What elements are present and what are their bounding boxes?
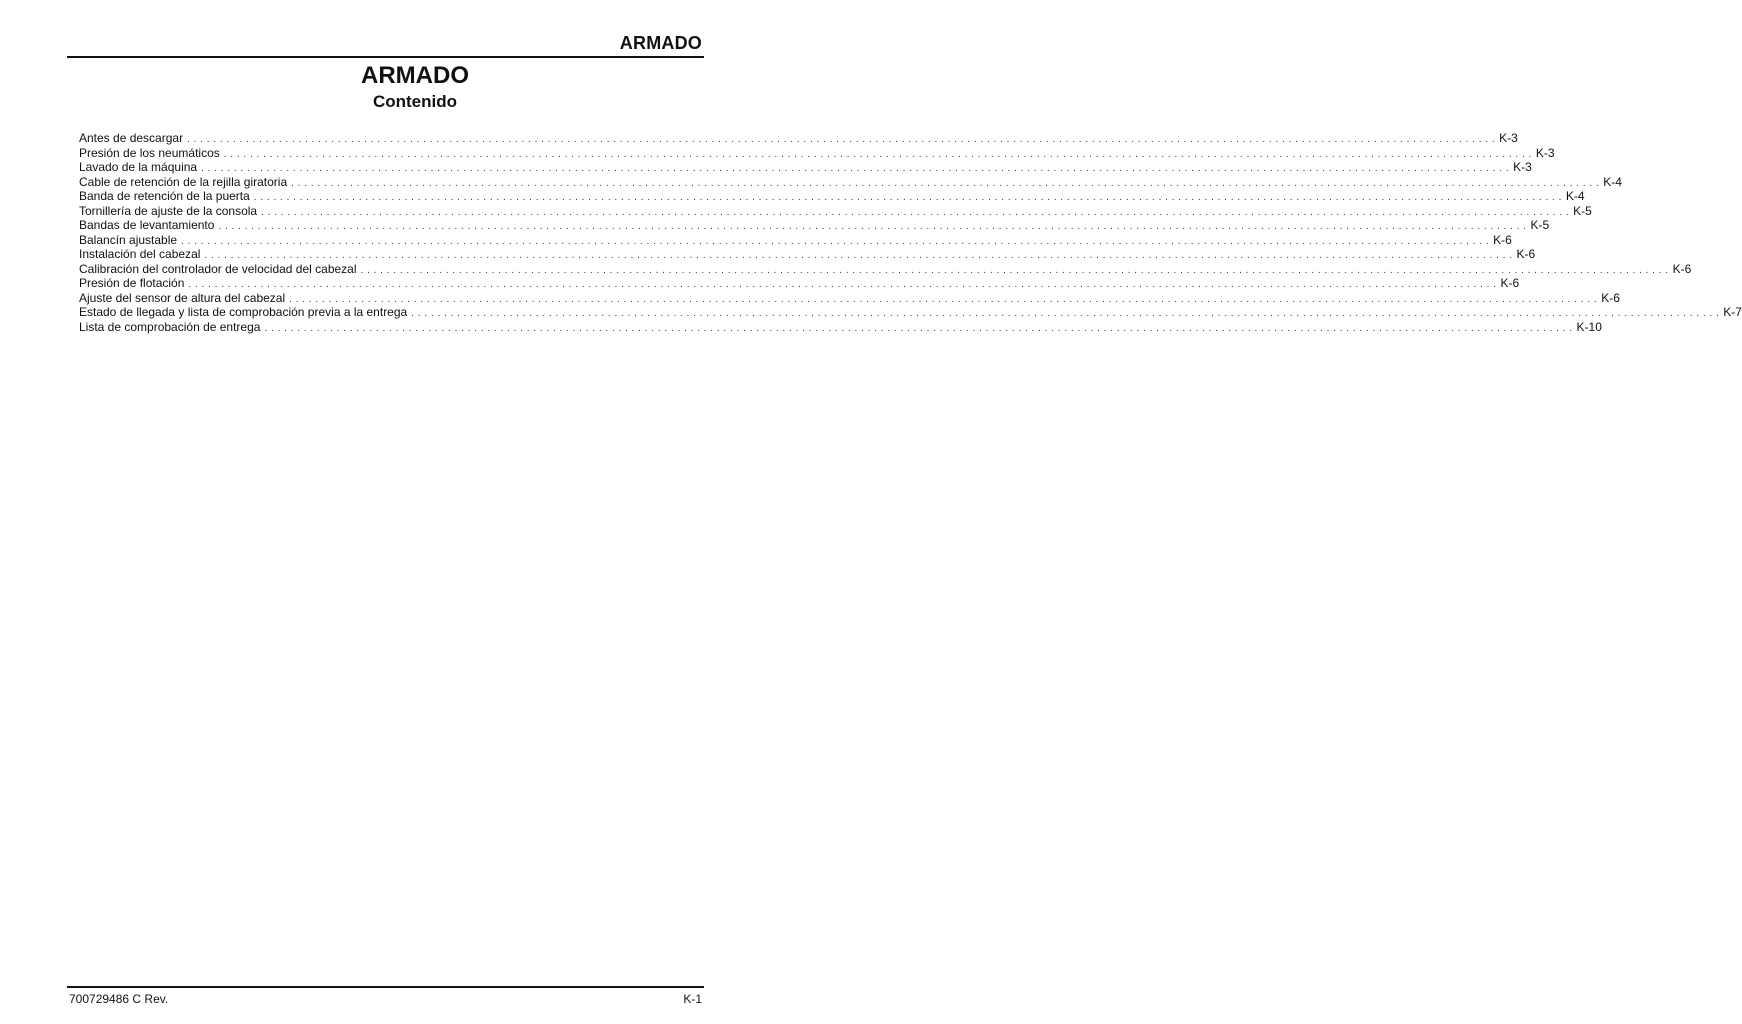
toc-entry [79,145,1555,161]
toc-entry-page: K-3 [1513,160,1532,174]
toc-entry-label: Instalación del cabezal [79,247,201,261]
toc-dot-leader: . . . . . . . . . . . . . . . . . . . . . . . . . . . . . . . . . . . . . . . . . . . . . . . . . . . . . . . . . . . . . . . . . . . . . . . . . . . . . . . . . . . . . . . . . . . . . . . . . . . . . . . . . . . . . . . . . . . . . . . . . . . . . . . . . . . . . . . . . . . . . . . . . . . . . . . . . . . . . . . . . . . . . . . . . . . . . . . . . . . . . . . . . . . . . . . . . . . . . . . . [261,206,1570,218]
toc-entry-label: Ajuste del sensor de altura del cabezal [79,290,286,305]
footer-rule [67,986,704,988]
toc-entry-page: K-5 [1573,203,1592,218]
toc-entry-label: Bandas de levantamiento [79,218,215,232]
toc-dot-leader: . . . . . . . . . . . . . . . . . . . . . . . . . . . . . . . . . . . . . . . . . . . . . . . . . . . . . . . . . . . . . . . . . . . . . . . . . . . . . . . . . . . . . . . . . . . . . . . . . . . . . . . . . . . . . . . . . . . . . . . . . . . . . . . . . . . . . . . . . . . . . . . . . . . . . . . . . . . . . . . . . . . . . . . . . . . . . . . . . . . . . . . . . . . . . . . . . . . . . . . . [360,264,1669,276]
toc-entry [79,218,1550,233]
toc-entry-page: K-6 [1601,290,1620,305]
toc-dot-leader: . . . . . . . . . . . . . . . . . . . . . . . . . . . . . . . . . . . . . . . . . . . . . . . . . . . . . . . . . . . . . . . . . . . . . . . . . . . . . . . . . . . . . . . . . . . . . . . . . . . . . . . . . . . . . . . . . . . . . . . . . . . . . . . . . . . . . . . . . . . . . . . . . . . . . . . . . . . . . . . . . . . . . . . . . . . . . . . . . . . . . . . . . . . . . . . . . . . . . . . . [264,322,1573,334]
toc-entry-label: Balancín ajustable [79,232,178,247]
toc-entry-page: K-3 [1499,131,1518,145]
toc-entry [79,305,1742,320]
toc-entry-label: Estado de llegada y lista de comprobación previa a la entrega [79,305,408,319]
toc-entry-page: K-4 [1565,189,1585,203]
header-section-title: ARMADO [619,33,702,53]
toc-dot-leader: . . . . . . . . . . . . . . . . . . . . . . . . . . . . . . . . . . . . . . . . . . . . . . . . . . . . . . . . . . . . . . . . . . . . . . . . . . . . . . . . . . . . . . . . . . . . . . . . . . . . . . . . . . . . . . . . . . . . . . . . . . . . . . . . . . . . . . . . . . . . . . . . . . . . . . . . . . . . . . . . . . . . . . . . . . . . . . . . . . . . . . . . . . . . . . . . . . . . . . . . [253,192,1562,203]
toc-entry [79,232,1512,248]
toc-entry [79,319,1602,335]
toc-dot-leader: . . . . . . . . . . . . . . . . . . . . . . . . . . . . . . . . . . . . . . . . . . . . . . . . . . . . . . . . . . . . . . . . . . . . . . . . . . . . . . . . . . . . . . . . . . . . . . . . . . . . . . . . . . . . . . . . . . . . . . . . . . . . . . . . . . . . . . . . . . . . . . . . . . . . . . . . . . . . . . . . . . . . . . . . . . . . . . . . . . . . . . . . . . . . . . . . . . . . . . . . [187,134,1496,145]
toc-entry-page: K-6 [1500,276,1520,290]
toc-dot-leader: . . . . . . . . . . . . . . . . . . . . . . . . . . . . . . . . . . . . . . . . . . . . . . . . . . . . . . . . . . . . . . . . . . . . . . . . . . . . . . . . . . . . . . . . . . . . . . . . . . . . . . . . . . . . . . . . . . . . . . . . . . . . . . . . . . . . . . . . . . . . . . . . . . . . . . . . . . . . . . . . . . . . . . . . . . . . . . . . . . . . . . . . . . . . . . . . . . . . . . . . [291,177,1600,189]
toc-entry [79,174,1622,190]
page-title: ARMADO [361,62,469,89]
toc-dot-leader: . . . . . . . . . . . . . . . . . . . . . . . . . . . . . . . . . . . . . . . . . . . . . . . . . . . . . . . . . . . . . . . . . . . . . . . . . . . . . . . . . . . . . . . . . . . . . . . . . . . . . . . . . . . . . . . . . . . . . . . . . . . . . . . . . . . . . . . . . . . . . . . . . . . . . . . . . . . . . . . . . . . . . . . . . . . . . . . . . . . . . . . . . . . . . . . . . . . . . . . . [201,163,1510,174]
toc-entry-label: Cable de retención de la rejilla giratoria [79,174,288,189]
toc-dot-leader: . . . . . . . . . . . . . . . . . . . . . . . . . . . . . . . . . . . . . . . . . . . . . . . . . . . . . . . . . . . . . . . . . . . . . . . . . . . . . . . . . . . . . . . . . . . . . . . . . . . . . . . . . . . . . . . . . . . . . . . . . . . . . . . . . . . . . . . . . . . . . . . . . . . . . . . . . . . . . . . . . . . . . . . . . . . . . . . . . . . . . . . . . . . . . . . . . . . . . . . . [223,148,1532,160]
toc-entry [79,290,1620,306]
toc-entry [79,276,1520,291]
toc-dot-leader: . . . . . . . . . . . . . . . . . . . . . . . . . . . . . . . . . . . . . . . . . . . . . . . . . . . . . . . . . . . . . . . . . . . . . . . . . . . . . . . . . . . . . . . . . . . . . . . . . . . . . . . . . . . . . . . . . . . . . . . . . . . . . . . . . . . . . . . . . . . . . . . . . . . . . . . . . . . . . . . . . . . . . . . . . . . . . . . . . . . . . . . . . . . . . . . . . . . . . . . . [188,279,1497,290]
toc-entry-label: Lavado de la máquina [79,160,198,174]
footer-page-number: K-1 [683,992,702,1006]
toc-entry [79,131,1518,146]
toc-dot-leader: . . . . . . . . . . . . . . . . . . . . . . . . . . . . . . . . . . . . . . . . . . . . . . . . . . . . . . . . . . . . . . . . . . . . . . . . . . . . . . . . . . . . . . . . . . . . . . . . . . . . . . . . . . . . . . . . . . . . . . . . . . . . . . . . . . . . . . . . . . . . . . . . . . . . . . . . . . . . . . . . . . . . . . . . . . . . . . . . . . . . . . . . . . . . . . . . . . . . . . . . [181,235,1490,247]
toc-entry-label: Antes de descargar [79,131,184,145]
toc-entry [79,203,1592,219]
toc-entry-page: K-4 [1603,174,1622,189]
toc-dot-leader: . . . . . . . . . . . . . . . . . . . . . . . . . . . . . . . . . . . . . . . . . . . . . . . . . . . . . . . . . . . . . . . . . . . . . . . . . . . . . . . . . . . . . . . . . . . . . . . . . . . . . . . . . . . . . . . . . . . . . . . . . . . . . . . . . . . . . . . . . . . . . . . . . . . . . . . . . . . . . . . . . . . . . . . . . . . . . . . . . . . . . . . . . . . . . . . . . . . . . . . . [411,308,1720,319]
toc-entry [79,261,1692,277]
toc-entry-page: K-6 [1516,247,1536,261]
toc-entry-page: K-6 [1493,232,1512,247]
toc-entry [79,189,1585,204]
toc-entry-label: Presión de los neumáticos [79,145,220,160]
toc-dot-leader: . . . . . . . . . . . . . . . . . . . . . . . . . . . . . . . . . . . . . . . . . . . . . . . . . . . . . . . . . . . . . . . . . . . . . . . . . . . . . . . . . . . . . . . . . . . . . . . . . . . . . . . . . . . . . . . . . . . . . . . . . . . . . . . . . . . . . . . . . . . . . . . . . . . . . . . . . . . . . . . . . . . . . . . . . . . . . . . . . . . . . . . . . . . . . . . . . . . . . . . . [289,293,1598,305]
page-subtitle: Contenido [372,92,458,111]
toc-entry-page: K-7 [1723,305,1742,319]
header-rule [67,56,704,58]
table-of-contents [79,131,1742,334]
toc-dot-leader: . . . . . . . . . . . . . . . . . . . . . . . . . . . . . . . . . . . . . . . . . . . . . . . . . . . . . . . . . . . . . . . . . . . . . . . . . . . . . . . . . . . . . . . . . . . . . . . . . . . . . . . . . . . . . . . . . . . . . . . . . . . . . . . . . . . . . . . . . . . . . . . . . . . . . . . . . . . . . . . . . . . . . . . . . . . . . . . . . . . . . . . . . . . . . . . . . . . . . . . . [218,221,1527,232]
toc-dot-leader: . . . . . . . . . . . . . . . . . . . . . . . . . . . . . . . . . . . . . . . . . . . . . . . . . . . . . . . . . . . . . . . . . . . . . . . . . . . . . . . . . . . . . . . . . . . . . . . . . . . . . . . . . . . . . . . . . . . . . . . . . . . . . . . . . . . . . . . . . . . . . . . . . . . . . . . . . . . . . . . . . . . . . . . . . . . . . . . . . . . . . . . . . . . . . . . . . . . . . . . . [204,250,1513,261]
toc-entry-label: Lista de comprobación de entrega [79,319,261,334]
toc-entry-label: Presión de flotación [79,276,185,290]
toc-entry-page: K-6 [1672,261,1692,276]
toc-entry [79,160,1532,175]
toc-entry-label: Banda de retención de la puerta [79,189,250,203]
toc-entry-label: Calibración del controlador de velocidad del cabezal [79,261,357,276]
footer-doc-number: 700729486 C Rev. [69,992,169,1006]
toc-entry-page: K-5 [1530,218,1550,232]
toc-entry-page: K-3 [1535,145,1555,160]
toc-entry-page: K-10 [1576,319,1602,334]
toc-entry [79,247,1536,262]
toc-entry-label: Tornillería de ajuste de la consola [79,203,258,218]
